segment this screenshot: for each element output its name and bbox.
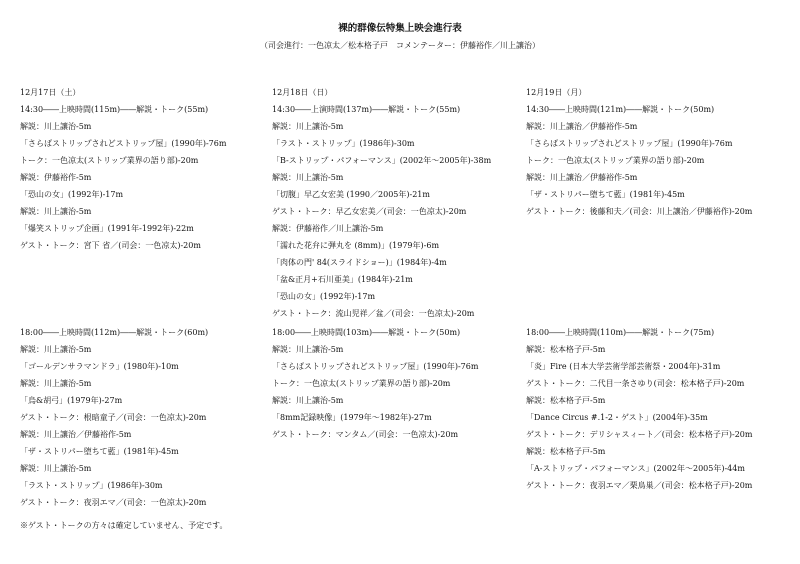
program-line: ゲスト・トーク：根暗童子／(司会：一色凉太)-20m (20, 413, 207, 422)
program-line: 「さらばストリップされどストリップ屋」(1990年)-76m (272, 362, 479, 371)
program-line: 「恐山の女」(1992年)-17m (20, 190, 124, 199)
program-line: 「さらばストリップされどストリップ屋」(1990年)-76m (526, 139, 733, 148)
afternoon-session (20, 101, 275, 254)
program-line: 「8mm記録映像」(1979年～1982年)-27m (272, 413, 432, 422)
program-line: 解説：松本格子戸-5m (526, 345, 606, 354)
program-line: 「Dance Circus #.1-2・ゲスト」(2004年)-35m (526, 413, 708, 422)
program-line: ゲスト・トーク：宮下 省／(司会：一色凉太)-20m (20, 241, 201, 250)
program-line: 解説：川上讓治-5m (20, 345, 92, 354)
program-line: ゲスト・トーク：夜羽エマ／(司会：一色凉太)-20m (20, 498, 207, 507)
program-line: 解説：川上讓治-5m (20, 122, 92, 131)
document-subtitle: （司会進行：一色凉太／松本格子戸 コメンテーター：伊藤裕作／川上讓治） (260, 41, 540, 50)
program-line: 「ザ・ストリパー堕ちて藍」(1981年)-45m (526, 190, 685, 199)
program-line: ゲスト・トーク：後藤和夫／(司会：川上讓治／伊藤裕作)-20m (526, 207, 753, 216)
day-date: 12月18日（日） (272, 88, 333, 97)
program-line: 「濡れた花弁に弾丸を (8mm)」(1979年)-6m (272, 241, 440, 250)
program-line: 「A-ストリップ・パフォーマンス」(2002年～2005年)-44m (526, 464, 745, 473)
afternoon-session (272, 101, 527, 322)
program-line: 解説：川上讓治-5m (272, 173, 344, 182)
evening-session (272, 324, 527, 443)
session-header: 14:30――上映時間(115m)――解説・トーク(55m) (20, 105, 209, 114)
program-line: 解説：伊藤裕作／川上讓治-5m (272, 224, 384, 233)
session-header: 18:00――上映時間(103m)――解説・トーク(50m) (272, 328, 461, 337)
program-line: 解説：川上讓治／伊藤裕作-5m (526, 122, 638, 131)
program-line: 解説：川上讓治／伊藤裕作-5m (526, 173, 638, 182)
program-line: 「さらばストリップされどストリップ屋」(1990年)-76m (20, 139, 227, 148)
program-line: 解説：伊藤裕作-5m (20, 173, 92, 182)
evening-session (526, 324, 781, 494)
program-line: 「恐山の女」(1992年)-17m (272, 292, 376, 301)
program-line: トーク：一色凉太(ストリップ業界の語り部)-20m (20, 156, 199, 165)
program-line: 解説：松本格子戸-5m (526, 447, 606, 456)
program-line: 解説：川上讓治-5m (272, 396, 344, 405)
program-line: 「炎」Fire (日本大学芸術学部芸術祭・2004年)-31m (526, 362, 721, 371)
program-line: 「盆&正月+石川亜美」(1984年)-21m (272, 275, 413, 284)
program-line: ゲスト・トーク：流山児祥／盆／(司会：一色凉太)-20m (272, 309, 475, 318)
program-line: 「ラスト・ストリップ」(1986年)-30m (272, 139, 415, 148)
program-line: 「爆笑ストリップ企画」(1991年-1992年)-22m (20, 224, 194, 233)
day-column (272, 84, 527, 322)
program-line: 解説：川上讓治-5m (272, 345, 344, 354)
program-line: 解説：川上讓治-5m (20, 464, 92, 473)
program-line: トーク：一色凉太(ストリップ業界の語り部)-20m (272, 379, 451, 388)
session-header: 14:30――上演時間(137m)――解説・トーク(55m) (272, 105, 461, 114)
program-line: ゲスト・トーク：二代目一条さゆり(司会：松本格子戸)-20m (526, 379, 745, 388)
program-line: 解説：松本格子戸-5m (526, 396, 606, 405)
program-line: 「ゴールデンサラマンドラ」(1980年)-10m (20, 362, 179, 371)
program-line: 「烏&胡弓」(1979年)-27m (20, 396, 123, 405)
program-line: 「ザ・ストリパー堕ちて藍」(1981年)-45m (20, 447, 179, 456)
day-column (20, 84, 275, 254)
program-line: 解説：川上讓治-5m (20, 379, 92, 388)
document-title: 裸的群像伝特集上映会進行表 (338, 23, 462, 34)
program-line: ゲスト・トーク：夜羽エマ／栗鳥巣／(司会：松本格子戸)-20m (526, 481, 753, 490)
program-line: 解説：川上讓治-5m (20, 207, 92, 216)
program-line: 「切腹」早乙女宏美 (1990／2005年)-21m (272, 190, 430, 199)
program-line: 「B-ストリップ・パフォーマンス」(2002年～2005年)-38m (272, 156, 492, 165)
program-line: 解説：川上讓治-5m (272, 122, 344, 131)
footnote: ※ゲスト・トークの方々は確定していません、予定です。 (20, 521, 228, 530)
program-line: ゲスト・トーク：早乙女宏美／(司会：一色凉太)-20m (272, 207, 467, 216)
day-date: 12月19日（月） (526, 88, 587, 97)
program-line: ゲスト・トーク：マンタム／(司会：一色凉太)-20m (272, 430, 459, 439)
session-header: 14:30――上映時間(121m)――解説・トーク(50m) (526, 105, 715, 114)
program-line: 解説：川上讓治／伊藤裕作-5m (20, 430, 132, 439)
program-line: ゲスト・トーク：デリシャスィート／(司会：松本格子戸)-20m (526, 430, 753, 439)
session-header: 18:00――上映時間(110m)――解説・トーク(75m) (526, 328, 715, 337)
program-line: トーク：一色凉太(ストリップ業界の語り部)-20m (526, 156, 705, 165)
day-date: 12月17日（土） (20, 88, 81, 97)
evening-session (20, 324, 275, 511)
program-line: 「ラスト・ストリップ」(1986年)-30m (20, 481, 163, 490)
program-line: 「肉体の門' 84(スライドショー)」(1984年)-4m (272, 258, 447, 267)
session-header: 18:00――上映時間(112m)――解説・トーク(60m) (20, 328, 209, 337)
day-column (526, 84, 781, 220)
afternoon-session (526, 101, 781, 220)
